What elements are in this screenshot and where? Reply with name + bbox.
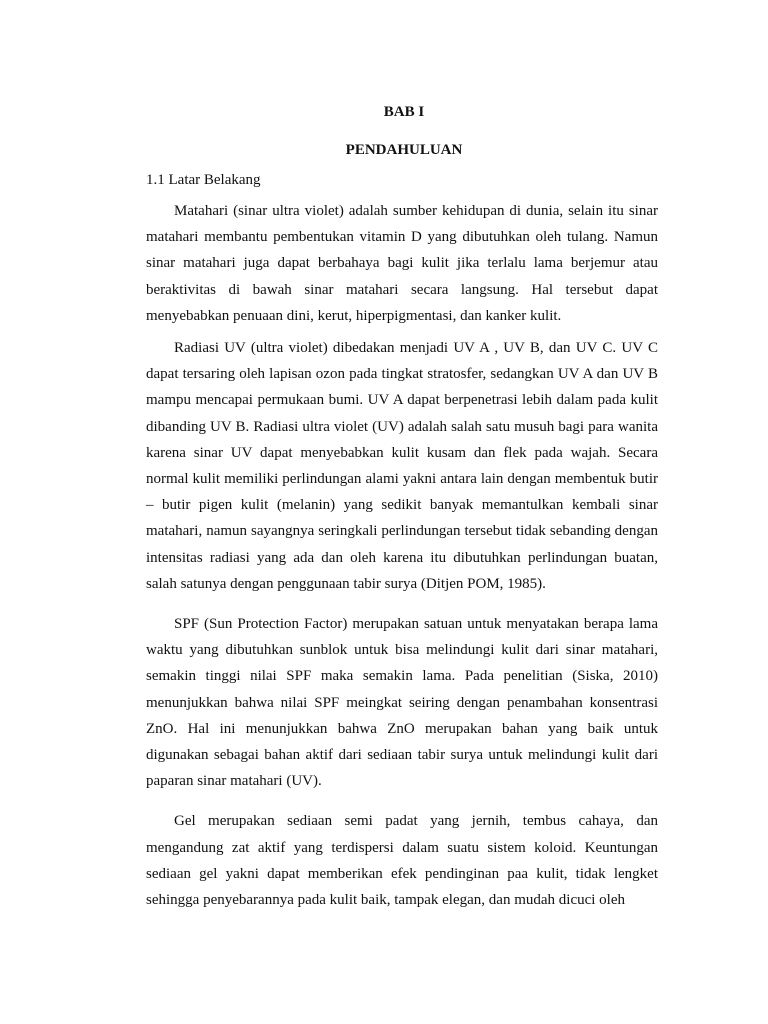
chapter-number: BAB I	[383, 104, 425, 120]
paragraph: SPF (Sun Protection Factor) merupakan satuan untuk menyatakan berapa lama waktu yang dibutuhkan sunblok untuk bisa melindungi kulit dari sinar matahari, semakin tinggi nilai SPF maka semakin lama. Pada penelitian (Siska, 2010) menunjukkan bahwa nilai SPF meingkat seiring dengan penambahan konsentrasi ZnO. Hal ini menunjukkan bahwa ZnO merupakan bahan yang baik untuk digunakan sebagai bahan aktif dari sediaan tabir surya untuk melindungi kulit dari paparan sinar matahari (UV).	[146, 616, 658, 790]
section-heading: 1.1 Latar Belakang	[146, 172, 261, 188]
chapter-title: PENDAHULUAN	[345, 142, 463, 158]
paragraph: Gel merupakan sediaan semi padat yang jernih, tembus cahaya, dan mengandung zat aktif yang terdispersi dalam suatu sistem koloid. Keuntungan sediaan gel yakni dapat memberikan efek pendinginan paa kulit, tidak lengket sehingga penyebarannya pada kulit baik, tampak elegan, dan mudah dicuci oleh	[146, 813, 658, 909]
paragraph: Matahari (sinar ultra violet) adalah sumber kehidupan di dunia, selain itu sinar matahari membantu pembentukan vitamin D yang dibutuhkan oleh tulang. Namun sinar matahari juga dapat berbahaya bagi kulit jika terlalu lama berjemur atau beraktivitas di bawah sinar matahari secara langsung. Hal tersebut dapat menyebabkan penuaan dini, kerut, hiperpigmentasi, dan kanker kulit.	[146, 203, 658, 324]
document-body	[146, 198, 658, 919]
paragraph: Radiasi UV (ultra violet) dibedakan menjadi UV A , UV B, dan UV C. UV C dapat tersaring oleh lapisan ozon pada tingkat stratosfer, sedangkan UV A dan UV B mampu mencapai permukaan bumi. UV A dapat berpenetrasi lebih dalam pada kulit dibanding UV B. Radiasi ultra violet (UV) adalah salah satu musuh bagi para wanita karena sinar UV dapat menyebabkan kulit kusam dan flek pada wajah. Secara normal kulit memiliki perlindungan alami yakni antara lain dengan membentuk butir – butir pigen kulit (melanin) yang sedikit banyak memantulkan kembali sinar matahari, namun sayangnya seringkali perlindungan tersebut tidak sebanding dengan intensitas radiasi yang ada dan oleh karena itu dibutuhkan perlindungan buatan, salah satunya dengan penggunaan tabir surya (Ditjen POM, 1985).	[146, 340, 658, 592]
